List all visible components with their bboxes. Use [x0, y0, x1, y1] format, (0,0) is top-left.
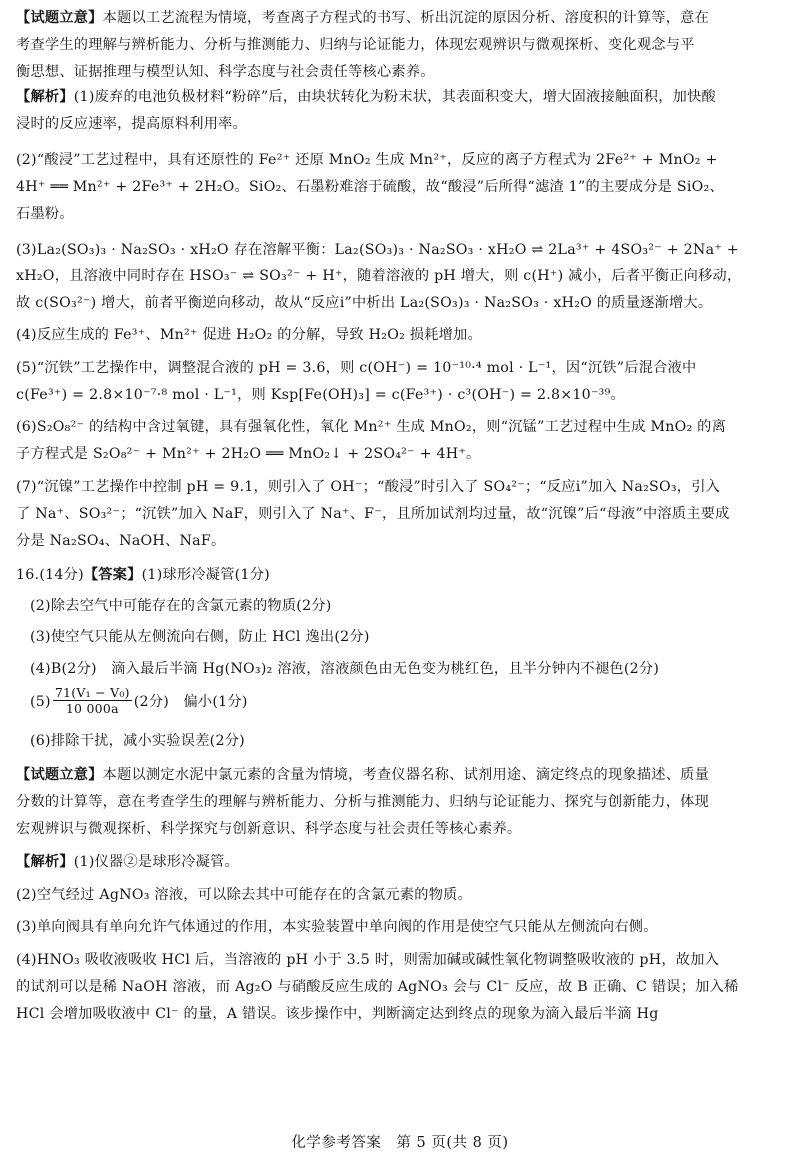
text-line-12: (4)反应生成的 Fe³⁺、Mn²⁺ 促进 H₂O₂ 的分解，导致 H₂O₂ 损耗增加。	[16, 327, 482, 343]
text-line-32: HCl 会增加吸收液中 Cl⁻ 的量，A 错误。该步操作中，判断滴定达到终点的现象为滴入最后半滴 Hg	[16, 1006, 659, 1022]
text-line-17: (7)“沉镍”工艺操作中控制 pH = 9.1，则引入了 OH⁻；“酸浸”时引入了 SO₄²⁻；“反应ⅰ”加入 Na₂SO₃，引入	[16, 479, 721, 495]
text-line-18: 了 Na⁺、SO₃²⁻；“沉铁”加入 NaF，则引入了 Na⁺、F⁻，且所加试剂均过量，故“沉镍”后“母液”中溶质主要成	[16, 506, 730, 522]
fraction-numerator: 71(V₁ − V₀)	[54, 684, 130, 700]
page-footer: 化学参考答案 第 5 页(共 8 页)	[291, 1135, 509, 1151]
text-line-27: 【解析】(1)仪器②是球形冷凝管。	[16, 854, 239, 870]
text-line-13: (5)“沉铁”工艺操作中，调整混合液的 pH = 3.6，则 c(OH⁻) = 10⁻¹⁰·⁴ mol · L⁻¹，因“沉铁”后混合液中	[16, 360, 697, 376]
question-16-answer: 16.(14分)【答案】(1)球形冷凝管(1分)	[16, 567, 270, 583]
text-line-30: (4)HNO₃ 吸收液吸收 HCl 后，当溶液的 pH 小于 3.5 时，则需加碱或碱性氧化物调整吸收液的 pH，故加入	[16, 952, 720, 968]
text-line-24: 【试题立意】本题以测定水泥中氯元素的含量为情境，考查仪器名称、试剂用途、滴定终点的现象描述、质量	[16, 767, 710, 783]
text-line-29: (3)单向阀具有单向允许气体通过的作用，本实验装置中单向阀的作用是使空气只能从左侧流向右侧。	[16, 919, 658, 935]
text-line-28: (2)空气经过 AgNO₃ 溶液，可以除去其中可能存在的含氯元素的物质。	[16, 887, 473, 903]
text-line-10: xH₂O，且溶液中同时存在 HSO₃⁻ ⇌ SO₃²⁻ + H⁺，随着溶液的 pH 增大，则 c(H⁺) 减小，后者平衡正向移动，	[16, 268, 742, 284]
answer-line-2: (2)除去空气中可能存在的含氯元素的物质(2分)	[30, 598, 332, 614]
text-line-4: 【解析】(1)废弃的电池负极材料“粉碎”后，由块状转化为粉末状，其表面积变大，增大固液接触面积，加快酸	[16, 89, 716, 105]
formula-fraction	[53, 685, 132, 716]
text-line-3: 衡思想、证据推理与模型认知、科学态度与社会责任等核心素养。	[16, 64, 435, 80]
question-number: 16.(14分)	[16, 567, 84, 583]
fraction-denominator: 10 000a	[65, 700, 119, 716]
text-line-19: 分是 Na₂SO₄、NaOH、NaF。	[16, 533, 226, 549]
section-label: 【解析】	[16, 89, 74, 105]
text-line-16: 子方程式是 S₂O₈²⁻ + Mn²⁺ + 2H₂O ══ MnO₂↓ + 2SO₄²⁻ + 4H⁺。	[16, 446, 481, 462]
text-line-31: 的试剂可以是稀 NaOH 溶液，而 Ag₂O 与硝酸反应生成的 AgNO₃ 会与 Cl⁻ 反应，故 B 正确、C 错误；加入稀	[16, 979, 739, 995]
section-label: 【试题立意】	[16, 10, 103, 26]
text-line-2: 考查学生的理解与辨析能力、分析与推测能力、归纳与论证能力，体现宏观辨识与微观探析、变化观念与平	[16, 37, 695, 53]
text-line-9: (3)La₂(SO₃)₃ · Na₂SO₃ · xH₂O 存在溶解平衡：La₂(SO₃)₃ · Na₂SO₃ · xH₂O ⇌ 2La³⁺ + 4SO₃²⁻ + 2Na⁺ +	[16, 242, 739, 258]
answer-line-3: (3)使空气只能从左侧流向右侧，防止 HCl 逸出(2分)	[30, 629, 370, 645]
section-label: 【答案】	[83, 567, 142, 583]
text-line-7: 4H⁺ ══ Mn²⁺ + 2Fe³⁺ + 2H₂O。SiO₂、石墨粉难溶于硫酸，故“酸浸”后所得“滤渣 1”的主要成分是 SiO₂、	[16, 179, 724, 195]
text-line-14: c(Fe³⁺) = 2.8×10⁻⁷·⁸ mol · L⁻¹，则 Ksp[Fe(OH)₃] = c(Fe³⁺) · c³(OH⁻) = 2.8×10⁻³⁹。	[16, 387, 625, 403]
text-line-11: 故 c(SO₃²⁻) 增大，前者平衡逆向移动，故从“反应ⅰ”中析出 La₂(SO₃)₃ · Na₂SO₃ · xH₂O 的质量逐渐增大。	[16, 295, 713, 311]
section-label: 【试题立意】	[16, 767, 103, 783]
text-line-6: (2)“酸浸”工艺过程中，具有还原性的 Fe²⁺ 还原 MnO₂ 生成 Mn²⁺，反应的离子方程式为 2Fe²⁺ + MnO₂ +	[16, 152, 718, 168]
text-line-15: (6)S₂O₈²⁻ 的结构中含过氧键，具有强氧化性，氧化 Mn²⁺ 生成 MnO₂，则“沉锰”工艺过程中生成 MnO₂ 的离	[16, 419, 727, 435]
answer-line-5: (5) $\frac{\text{71(V₁ − V₀)}}{10 000a}$ (2分) 偏小(1分)	[30, 684, 248, 716]
text-line-5: 浸时的反应速率，提高原料利用率。	[16, 116, 248, 132]
text-line-26: 宏观辨识与微观探析、科学探究与创新意识、科学态度与社会责任等核心素养。	[16, 821, 522, 837]
text-line-25: 分数的计算等，意在考查学生的理解与辨析能力、分析与推测能力、归纳与论证能力、探究与创新能力，体现	[16, 794, 710, 810]
section-label: 【解析】	[16, 854, 74, 870]
text-line-1: 【试题立意】本题以工艺流程为情境，考查离子方程式的书写、析出沉淀的原因分析、溶度积的计算等，意在	[16, 10, 710, 26]
text-line-8: 石墨粉。	[16, 206, 74, 222]
answer-line-4: (4)B(2分) 滴入最后半滴 Hg(NO₃)₂ 溶液，溶液颜色由无色变为桃红色，且半分钟内不褪色(2分)	[30, 661, 660, 677]
answer-line-6: (6)排除干扰，减小实验误差(2分)	[30, 733, 245, 749]
